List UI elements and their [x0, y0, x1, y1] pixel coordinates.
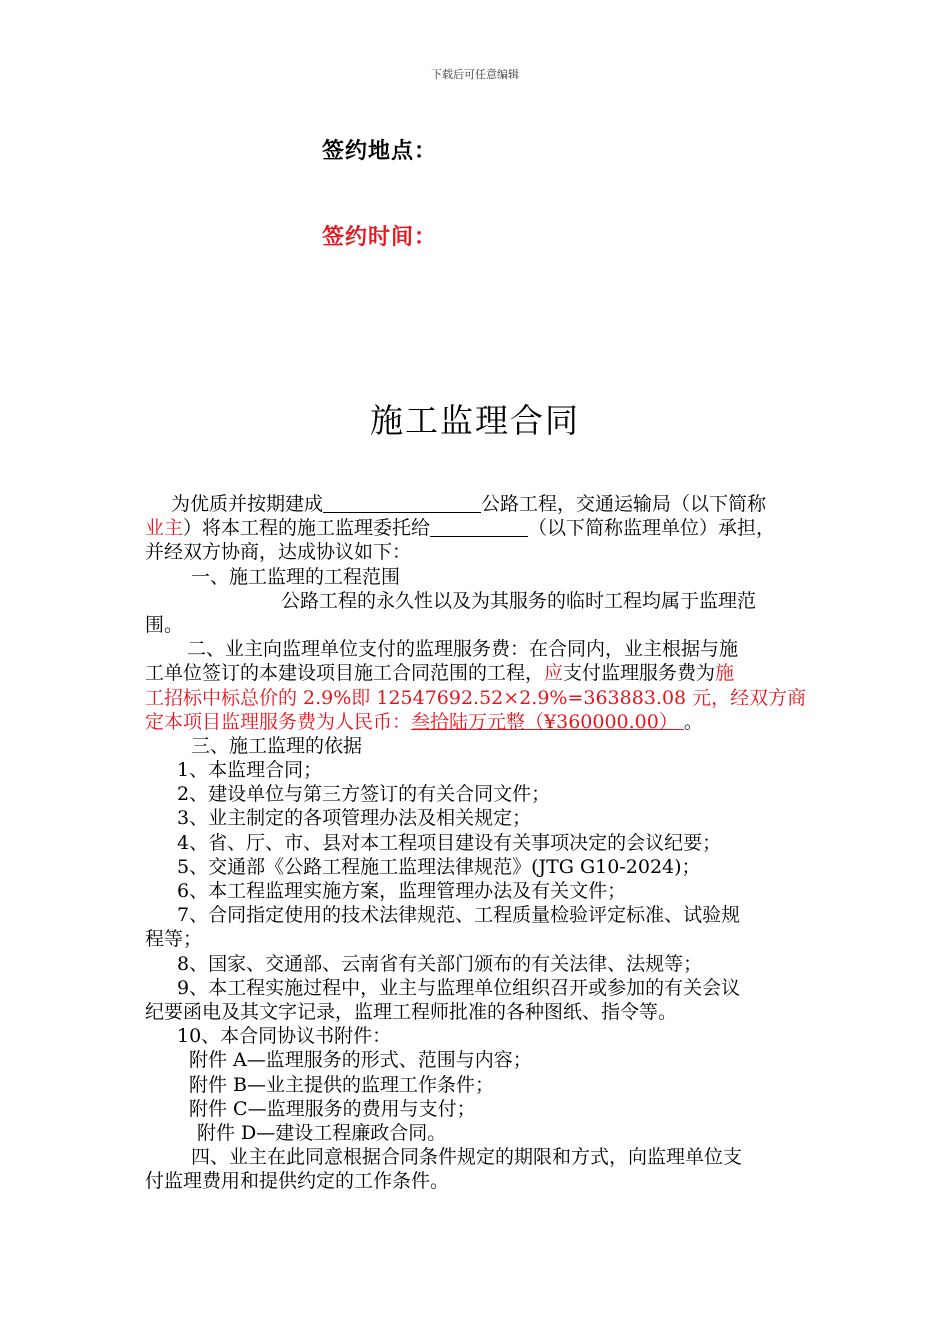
basis-item: 程等；	[145, 928, 203, 951]
section-2-text: 。	[683, 710, 703, 733]
basis-item: 纪要函电及其文字记录，监理工程师批准的各种图纸、指令等。	[145, 1000, 678, 1023]
section-4-line: 付监理费用和提供约定的工作条件。	[145, 1170, 450, 1193]
intro-text: 为优质并按期建成	[171, 493, 324, 515]
supervisor-name-blank	[430, 517, 528, 537]
basis-item: 4、省、厅、市、县对本工程项目建设有关事项决定的会议纪要；	[177, 831, 722, 854]
section-2-text: 支付监理服务费为	[563, 662, 716, 685]
project-name-blank	[323, 493, 481, 513]
basis-item: 10、本合同协议书附件：	[177, 1025, 392, 1048]
attachment-item: 附件 B—业主提供的监理工作条件；	[189, 1073, 495, 1096]
intro-line-1	[145, 492, 855, 516]
section-2-red-text: 施	[715, 662, 735, 685]
basis-item: 3、业主制定的各项管理办法及相关规定；	[177, 807, 532, 830]
section-2-fee-calculation: 工招标中标总价的 2.9%即 12547692.52×2.9%=363883.08 元，经双方商	[145, 686, 807, 709]
fee-amount: 叁拾陆万元整（¥360000.00）	[411, 710, 678, 733]
section-2-line: 二、业主向监理单位支付的监理服务费：在合同内，业主根据与施	[187, 638, 739, 661]
intro-text: 公路工程，交通运输局（以下简称	[481, 493, 767, 515]
intro-text: ）将本工程的施工监理委托给	[183, 517, 431, 540]
section-2-red-text: 定本项目监理服务费为人民币：	[145, 710, 412, 733]
basis-item: 9、本工程实施过程中，业主与监理单位组织召开或参加的有关会议	[177, 976, 741, 999]
section-1-heading: 一、施工监理的工程范围	[191, 565, 401, 588]
basis-item: 1、本监理合同；	[177, 759, 323, 782]
sign-place-label: 签约地点：	[322, 139, 438, 164]
attachment-item: 附件 A—监理服务的形式、范围与内容；	[189, 1049, 532, 1072]
section-1-line: 公路工程的永久性以及为其服务的临时工程均属于监理范	[281, 589, 757, 612]
section-2-line	[145, 710, 855, 734]
basis-item: 2、建设单位与第三方签订的有关合同文件；	[177, 783, 551, 806]
section-1-line: 围。	[145, 613, 184, 636]
section-2-line	[145, 661, 855, 685]
basis-item: 6、本工程监理实施方案，监理管理办法及有关文件；	[177, 880, 627, 902]
basis-item: 5、交通部《公路工程施工监理法律规范》(JTG G10-2024)；	[177, 855, 701, 878]
attachment-item: 附件 C—监理服务的费用与支付；	[189, 1097, 476, 1120]
intro-line-3: 并经双方协商，达成协议如下：	[145, 541, 412, 564]
sign-time-label: 签约时间：	[322, 225, 438, 250]
section-2-red-text: 应	[544, 662, 564, 685]
header-note: 下载后可任意编辑	[431, 68, 519, 81]
section-3-heading: 三、施工监理的依据	[191, 734, 363, 757]
intro-line-2	[145, 516, 855, 540]
section-2-text: 工单位签订的本建设项目施工合同范围的工程，	[145, 662, 545, 685]
owner-term: 业主	[145, 517, 184, 540]
contract-body	[145, 492, 855, 1193]
document-title: 施工监理合同	[370, 401, 580, 440]
attachment-item: 附件 D—建设工程廉政合同。	[197, 1121, 447, 1144]
basis-item: 8、国家、交通部、云南省有关部门颁布的有关法律、法规等；	[177, 952, 703, 975]
basis-item: 7、合同指定使用的技术法律规范、工程质量检验评定标准、试验规	[177, 904, 741, 927]
intro-text: （以下简称监理单位）承担，	[528, 517, 776, 540]
section-4-line: 四、业主在此同意根据合同条件规定的期限和方式，向监理单位支	[191, 1146, 743, 1169]
